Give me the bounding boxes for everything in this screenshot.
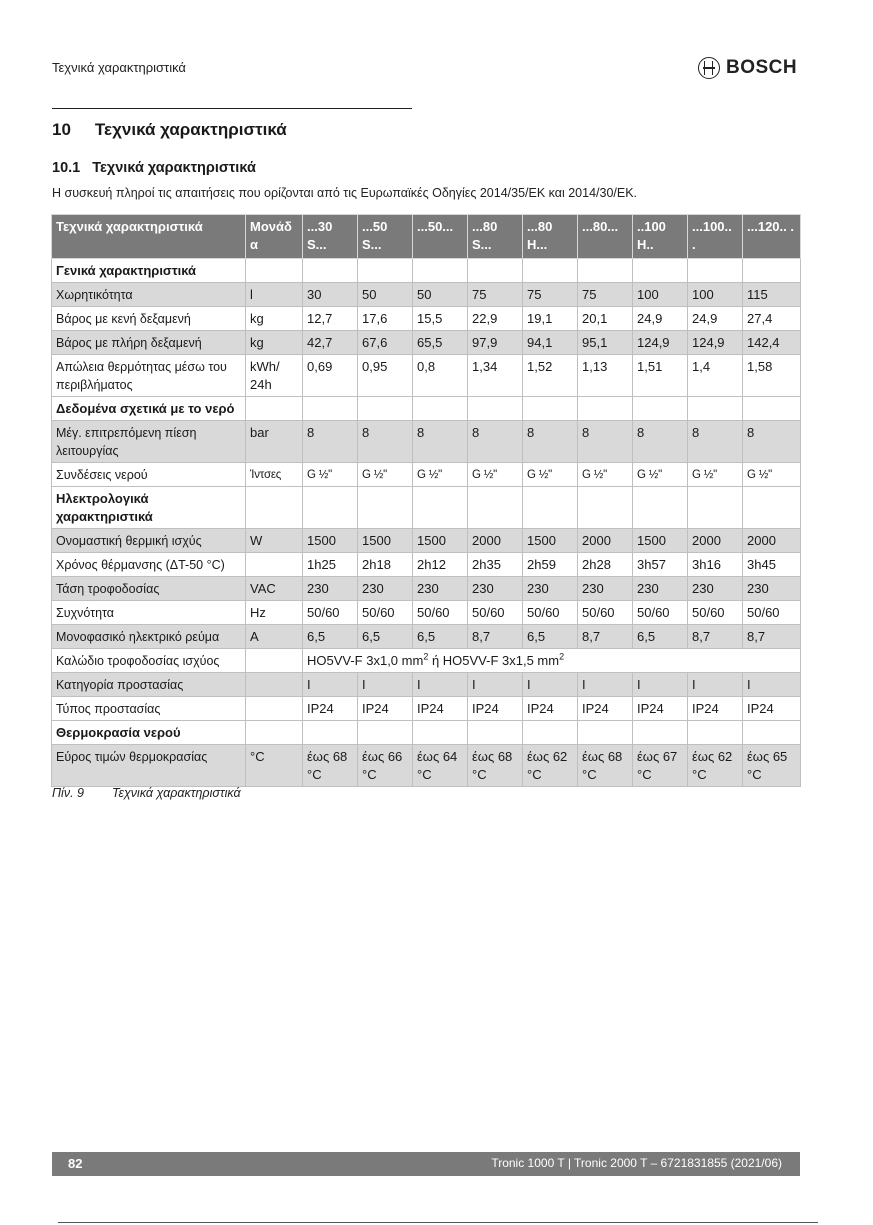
value-cell: 17,6 (358, 307, 413, 331)
empty-cell (633, 259, 688, 283)
value-cell: IP24 (523, 697, 578, 721)
value-cell: IP24 (688, 697, 743, 721)
value-cell: IP24 (358, 697, 413, 721)
table-row (52, 553, 801, 577)
value-cell: 8 (578, 421, 633, 463)
table-row (52, 577, 801, 601)
empty-cell (358, 487, 413, 529)
section-row (52, 397, 801, 421)
value-cell: 30 (303, 283, 358, 307)
section-row (52, 259, 801, 283)
bosch-armature-icon (698, 57, 720, 79)
table-row (52, 283, 801, 307)
value-cell: 0,69 (303, 355, 358, 397)
row-label: Κατηγορία προστασίας (52, 673, 246, 697)
value-cell: έως 62 °C (523, 745, 578, 787)
value-cell: 75 (578, 283, 633, 307)
empty-cell (303, 397, 358, 421)
value-cell: έως 66 °C (358, 745, 413, 787)
table-header-row (52, 215, 801, 259)
value-cell: 230 (578, 577, 633, 601)
value-cell: G ½" (688, 463, 743, 487)
value-cell: 2000 (468, 529, 523, 553)
empty-cell (743, 487, 801, 529)
bottom-rule (58, 1222, 818, 1223)
row-label: Βάρος με πλήρη δεξαμενή (52, 331, 246, 355)
value-cell: 65,5 (413, 331, 468, 355)
section-label: Γενικά χαρακτηριστικά (52, 259, 246, 283)
column-header: ...30 S... (303, 215, 358, 259)
value-cell: 1500 (303, 529, 358, 553)
table-row (52, 529, 801, 553)
value-cell: I (523, 673, 578, 697)
value-cell: 8 (523, 421, 578, 463)
section-heading (52, 160, 256, 176)
section-label: Θερμοκρασία νερού (52, 721, 246, 745)
value-cell: 0,95 (358, 355, 413, 397)
chapter-number: 10 (52, 120, 71, 139)
table-row (52, 463, 801, 487)
value-cell: 95,1 (578, 331, 633, 355)
table-row (52, 697, 801, 721)
value-cell: 8 (303, 421, 358, 463)
empty-cell (688, 487, 743, 529)
value-cell: 67,6 (358, 331, 413, 355)
value-cell: 50 (413, 283, 468, 307)
unit-cell (246, 649, 303, 673)
value-cell: 2h18 (358, 553, 413, 577)
value-cell: 100 (633, 283, 688, 307)
value-cell: 24,9 (688, 307, 743, 331)
value-cell: 230 (413, 577, 468, 601)
value-cell: 42,7 (303, 331, 358, 355)
value-cell: έως 68 °C (303, 745, 358, 787)
value-cell: IP24 (743, 697, 801, 721)
value-cell: 1h25 (303, 553, 358, 577)
unit-cell: kWh/ 24h (246, 355, 303, 397)
caption-text: Τεχνικά χαρακτηριστικά (111, 786, 241, 800)
empty-cell (688, 259, 743, 283)
value-cell: 27,4 (743, 307, 801, 331)
table-row (52, 601, 801, 625)
value-cell: 8 (468, 421, 523, 463)
empty-cell (358, 397, 413, 421)
empty-cell (468, 397, 523, 421)
value-cell: 124,9 (633, 331, 688, 355)
value-cell: 75 (468, 283, 523, 307)
unit-cell: bar (246, 421, 303, 463)
value-cell: 3h16 (688, 553, 743, 577)
value-cell: 124,9 (688, 331, 743, 355)
empty-cell (303, 721, 358, 745)
cable-spec-part1: HO5VV-F 3x1,0 mm (307, 653, 424, 668)
unit-cell: kg (246, 307, 303, 331)
empty-cell (523, 487, 578, 529)
value-cell: έως 64 °C (413, 745, 468, 787)
table-row (52, 331, 801, 355)
value-cell: 8,7 (468, 625, 523, 649)
empty-cell (578, 397, 633, 421)
section-row (52, 721, 801, 745)
section-label: Ηλεκτρολογικά χαρακτηριστικά (52, 487, 246, 529)
unit-cell: Ίντσες (246, 463, 303, 487)
running-header: Τεχνικά χαρακτηριστικά (52, 60, 186, 75)
column-header: ...50... (413, 215, 468, 259)
empty-cell (468, 259, 523, 283)
empty-cell (413, 259, 468, 283)
value-cell: έως 65 °C (743, 745, 801, 787)
value-cell: έως 68 °C (468, 745, 523, 787)
table-row (52, 421, 801, 463)
row-label: Μονοφασικό ηλεκτρικό ρεύμα (52, 625, 246, 649)
value-cell: 2h59 (523, 553, 578, 577)
value-cell: 8,7 (578, 625, 633, 649)
value-cell: 230 (688, 577, 743, 601)
row-label: Τάση τροφοδοσίας (52, 577, 246, 601)
unit-cell (246, 697, 303, 721)
value-cell: 20,1 (578, 307, 633, 331)
empty-cell (633, 487, 688, 529)
table-row (52, 745, 801, 787)
value-cell: I (303, 673, 358, 697)
empty-cell (743, 259, 801, 283)
column-header: ...120.. . (743, 215, 801, 259)
technical-specs-table (51, 214, 801, 787)
value-cell: 50/60 (633, 601, 688, 625)
value-cell: 8 (688, 421, 743, 463)
page-footer (52, 1152, 800, 1176)
section-title: Τεχνικά χαρακτηριστικά (92, 160, 256, 176)
empty-cell (743, 721, 801, 745)
empty-cell (303, 487, 358, 529)
empty-cell (688, 397, 743, 421)
value-cell: 8 (743, 421, 801, 463)
value-cell: 15,5 (413, 307, 468, 331)
value-cell: 2h28 (578, 553, 633, 577)
empty-cell (246, 721, 303, 745)
empty-cell (688, 721, 743, 745)
section-label: Δεδομένα σχετικά με το νερό (52, 397, 246, 421)
column-header: ...80... (578, 215, 633, 259)
value-cell: 3h57 (633, 553, 688, 577)
value-cell: IP24 (468, 697, 523, 721)
empty-cell (743, 397, 801, 421)
table-row (52, 355, 801, 397)
document-info: Tronic 1000 T | Tronic 2000 T – 6721831855 (2021/06) (491, 1156, 782, 1170)
value-cell: 115 (743, 283, 801, 307)
value-cell: 2000 (743, 529, 801, 553)
empty-cell (523, 721, 578, 745)
caption-label: Πίν. 9 (52, 786, 84, 800)
empty-cell (523, 397, 578, 421)
section-row (52, 487, 801, 529)
table-row (52, 625, 801, 649)
value-cell: 0,8 (413, 355, 468, 397)
value-cell: 8,7 (743, 625, 801, 649)
value-cell: 19,1 (523, 307, 578, 331)
value-cell: 1,58 (743, 355, 801, 397)
value-cell: I (578, 673, 633, 697)
value-cell: 24,9 (633, 307, 688, 331)
value-cell: 94,1 (523, 331, 578, 355)
value-cell: 6,5 (523, 625, 578, 649)
value-cell: G ½" (578, 463, 633, 487)
row-label: Εύρος τιμών θερμοκρασίας (52, 745, 246, 787)
column-header: ...50 S... (358, 215, 413, 259)
value-cell: I (468, 673, 523, 697)
value-cell: 230 (303, 577, 358, 601)
table-row (52, 673, 801, 697)
cable-spec-sup1: 2 (423, 651, 429, 662)
value-cell: 1500 (413, 529, 468, 553)
intro-paragraph: Η συσκευή πληροί τις απαιτήσεις που ορίζονται από τις Ευρωπαϊκές Οδηγίες 2014/35/ΕΚ και 2014/30/ΕΚ. (52, 186, 638, 200)
empty-cell (633, 397, 688, 421)
table-row (52, 649, 801, 673)
value-cell: 50/60 (303, 601, 358, 625)
empty-cell (578, 721, 633, 745)
value-cell: έως 67 °C (633, 745, 688, 787)
value-cell: G ½" (303, 463, 358, 487)
empty-cell (246, 487, 303, 529)
row-label: Βάρος με κενή δεξαμενή (52, 307, 246, 331)
value-cell: 230 (468, 577, 523, 601)
value-cell: 8 (358, 421, 413, 463)
value-cell: 230 (358, 577, 413, 601)
value-cell: 50/60 (413, 601, 468, 625)
empty-cell (413, 397, 468, 421)
value-cell: G ½" (358, 463, 413, 487)
column-header: ...80 H... (523, 215, 578, 259)
row-label: Χωρητικότητα (52, 283, 246, 307)
unit-cell: Hz (246, 601, 303, 625)
empty-cell (578, 259, 633, 283)
table-row (52, 307, 801, 331)
value-cell: 1500 (633, 529, 688, 553)
value-cell: 50/60 (688, 601, 743, 625)
chapter-title: Τεχνικά χαρακτηριστικά (94, 120, 287, 139)
cable-spec-cell (303, 649, 801, 673)
value-cell: 1500 (523, 529, 578, 553)
column-header: Τεχνικά χαρακτηριστικά (52, 215, 246, 259)
unit-cell (246, 673, 303, 697)
value-cell: I (743, 673, 801, 697)
value-cell: 22,9 (468, 307, 523, 331)
empty-cell (303, 259, 358, 283)
bosch-logo (698, 55, 797, 81)
empty-cell (523, 259, 578, 283)
unit-cell: W (246, 529, 303, 553)
unit-cell: A (246, 625, 303, 649)
unit-cell (246, 553, 303, 577)
value-cell: 97,9 (468, 331, 523, 355)
value-cell: 6,5 (633, 625, 688, 649)
value-cell: 1,51 (633, 355, 688, 397)
value-cell: 230 (523, 577, 578, 601)
empty-cell (468, 487, 523, 529)
value-cell: 50/60 (358, 601, 413, 625)
value-cell: 142,4 (743, 331, 801, 355)
value-cell: IP24 (413, 697, 468, 721)
value-cell: 50/60 (578, 601, 633, 625)
value-cell: I (413, 673, 468, 697)
value-cell: G ½" (523, 463, 578, 487)
value-cell: I (633, 673, 688, 697)
value-cell: 3h45 (743, 553, 801, 577)
value-cell: I (358, 673, 413, 697)
value-cell: έως 68 °C (578, 745, 633, 787)
row-label: Μέγ. επιτρεπόμενη πίεση λειτουργίας (52, 421, 246, 463)
value-cell: 100 (688, 283, 743, 307)
value-cell: 1,13 (578, 355, 633, 397)
column-header: Μονάδ α (246, 215, 303, 259)
column-header: ...80 S... (468, 215, 523, 259)
value-cell: 75 (523, 283, 578, 307)
empty-cell (246, 259, 303, 283)
row-label: Τύπος προστασίας (52, 697, 246, 721)
value-cell: I (688, 673, 743, 697)
value-cell: 2000 (688, 529, 743, 553)
value-cell: 8,7 (688, 625, 743, 649)
value-cell: 230 (743, 577, 801, 601)
empty-cell (468, 721, 523, 745)
row-label: Ονομαστική θερμική ισχύς (52, 529, 246, 553)
empty-cell (413, 487, 468, 529)
chapter-heading (52, 120, 287, 140)
row-label: Απώλεια θερμότητας μέσω του περιβλήματος (52, 355, 246, 397)
value-cell: G ½" (413, 463, 468, 487)
row-label: Συχνότητα (52, 601, 246, 625)
value-cell: 230 (633, 577, 688, 601)
unit-cell: kg (246, 331, 303, 355)
empty-cell (413, 721, 468, 745)
section-number: 10.1 (52, 160, 81, 176)
value-cell: 50/60 (468, 601, 523, 625)
value-cell: 50 (358, 283, 413, 307)
value-cell: 1500 (358, 529, 413, 553)
empty-cell (358, 721, 413, 745)
value-cell: 8 (633, 421, 688, 463)
value-cell: G ½" (743, 463, 801, 487)
value-cell: IP24 (633, 697, 688, 721)
value-cell: 1,4 (688, 355, 743, 397)
value-cell: 1,34 (468, 355, 523, 397)
row-label: Χρόνος θέρμανσης (ΔT-50 °C) (52, 553, 246, 577)
value-cell: 2h12 (413, 553, 468, 577)
table-caption (52, 786, 241, 800)
unit-cell: °C (246, 745, 303, 787)
value-cell: 2h35 (468, 553, 523, 577)
value-cell: IP24 (303, 697, 358, 721)
page-number: 82 (68, 1156, 83, 1171)
brand-name: BOSCH (726, 57, 798, 78)
value-cell: 12,7 (303, 307, 358, 331)
value-cell: 8 (413, 421, 468, 463)
empty-cell (246, 397, 303, 421)
empty-cell (358, 259, 413, 283)
value-cell: G ½" (633, 463, 688, 487)
value-cell: 50/60 (523, 601, 578, 625)
unit-cell: VAC (246, 577, 303, 601)
unit-cell: l (246, 283, 303, 307)
empty-cell (633, 721, 688, 745)
column-header: ...100.. . (688, 215, 743, 259)
value-cell: έως 62 °C (688, 745, 743, 787)
cable-spec-sup2: 2 (559, 651, 565, 662)
header-rule (52, 108, 412, 109)
value-cell: 2000 (578, 529, 633, 553)
row-label: Συνδέσεις νερού (52, 463, 246, 487)
column-header: ..100 H.. (633, 215, 688, 259)
value-cell: 1,52 (523, 355, 578, 397)
empty-cell (578, 487, 633, 529)
value-cell: G ½" (468, 463, 523, 487)
cable-spec-part2: ή HO5VV-F 3x1,5 mm (428, 653, 560, 668)
value-cell: 6,5 (303, 625, 358, 649)
row-label: Καλώδιο τροφοδοσίας ισχύος (52, 649, 246, 673)
value-cell: IP24 (578, 697, 633, 721)
value-cell: 6,5 (358, 625, 413, 649)
value-cell: 6,5 (413, 625, 468, 649)
value-cell: 50/60 (743, 601, 801, 625)
